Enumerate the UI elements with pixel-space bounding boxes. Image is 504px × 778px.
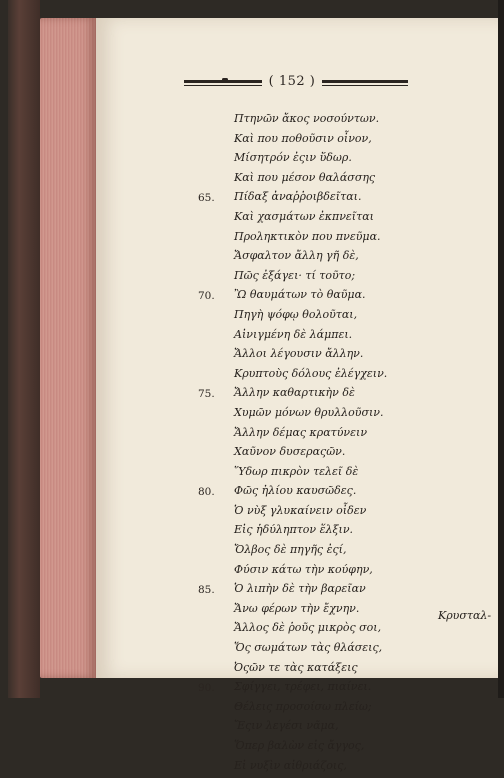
line-text: Θέλεις προσοίσω πλείω; [234,699,372,713]
poem-line [96,132,500,152]
poem-line [96,661,500,681]
poem-line [96,700,500,720]
poem-line [96,621,500,641]
header-rule-right [322,80,408,88]
book-page [96,18,500,772]
line-text: Ἔςιν λεγέσι νᾶμα, [234,719,339,733]
poem-line [96,465,500,485]
line-text: Πίδαξ ἀναῤῥοιβδεῖται. [234,190,362,204]
line-text: Προληκτικὸν που πνεῦμα. [234,229,381,243]
line-number: 90. [198,682,215,695]
poem-line [96,719,500,739]
line-text: Σφίγγει, τρέφει, πιαίνει. [234,680,372,694]
poem-line [96,288,500,308]
page-header [96,74,500,98]
line-text: Ἄλλος δὲ ῥοῦς μικρὸς σοι, [234,621,382,635]
poem-line [96,445,500,465]
line-number: 80. [198,486,215,499]
line-text: Εἰς ἡδύληπτον ἕλξιν. [234,523,354,537]
catchword: Κρυσταλ- [438,609,492,622]
line-number: 75. [198,388,215,401]
line-text: Ἄλλην καθαρτικὴν δὲ [234,386,355,400]
poem-line [96,171,500,191]
line-text: Ὁ λιπὴν δὲ τὴν βαρεῖαν [234,582,366,596]
poem-line [96,426,500,446]
poem-line [96,112,500,132]
line-text: Χαῦνον δυσεραςῶν. [234,445,346,459]
line-text: Καὶ που μέσον θαλάσσης [234,170,376,184]
line-text: Καὶ που ποθοῦσιν οἶνον, [234,131,372,145]
poem-line [96,269,500,289]
line-text: Ὅπερ βαλὼν εἰς ἄγγος, [234,739,365,752]
line-number: 65. [198,192,215,205]
line-text: Ἄσφαλτον ἄλλη γῆ δὲ, [234,249,359,263]
line-text: Αἰνιγμένη δὲ λάμπει. [234,327,353,341]
next-page-edge [498,0,504,698]
poem-line [96,347,500,367]
poem-line [96,328,500,348]
poem-line [96,367,500,387]
poem-line [96,582,500,602]
book-spine-edge [8,0,40,698]
line-text: Ὄλβος δὲ πηγῆς ἐςί, [234,543,347,557]
poem-line [96,151,500,171]
line-text: Πηγὴ ψόφῳ θολοῦται, [234,307,358,321]
line-text: Κρυπτοὺς δόλους ἐλέγχειν. [234,366,388,380]
line-text: Ὀςῶν τε τὰς κατάξεις [234,660,358,674]
poem-line [96,249,500,269]
line-text: Ὕδωρ πικρὸν τελεῖ δὲ [234,464,359,478]
line-text: Φῶς ἡλίου καυσῶδες. [234,484,357,498]
line-text: Πῶς ἐξάγει· τί τοῦτο; [234,268,356,282]
line-text: Ὅς σωμάτων τὰς θλάσεις, [234,641,383,655]
poem-line [96,230,500,250]
poem-line [96,210,500,230]
line-text: Ἄλλοι λέγουσιν ἄλλην. [234,347,364,361]
poem-line [96,523,500,543]
poem-lines [96,112,500,778]
line-text: Καὶ χασμάτων ἐκπνεῖται [234,209,374,223]
line-text: Ὢ θαυμάτων τὸ θαῦμα. [234,288,366,302]
poem-line [96,543,500,563]
poem-line [96,641,500,661]
poem-line [96,680,500,700]
poem-line [96,563,500,583]
line-text: Χυμῶν μόνων θρυλλοῦσιν. [234,405,384,419]
line-text: Μίσητρόν ἐςιν ὕδωρ. [234,151,352,165]
page-block [40,0,504,772]
page-number: ( 152 ) [268,74,316,89]
poem-line [96,190,500,210]
line-text: Πτηνῶν ἄκος νοσούντων. [234,112,380,125]
poem-line [96,406,500,426]
poem-line [96,308,500,328]
poem-line [96,739,500,759]
line-text: Ἄλλην δέμας κρατύνειν [234,425,368,439]
page-edges [40,18,96,678]
line-number: 85. [198,584,215,597]
header-rule-left [184,80,262,88]
line-number: 70. [198,290,215,303]
line-text: Φύσιν κάτω τὴν κούφην, [234,562,373,576]
line-text: Ὁ νὺξ γλυκαίνειν οἶδεν [234,503,367,517]
poem-line [96,386,500,406]
poem-line [96,759,500,778]
line-text: Εἰ νυξὶν αἰθριάζοις, [234,758,347,772]
poem-line [96,484,500,504]
poem-line [96,504,500,524]
line-text: Ἄνω φέρων τὴν ἔχνην. [234,601,360,615]
